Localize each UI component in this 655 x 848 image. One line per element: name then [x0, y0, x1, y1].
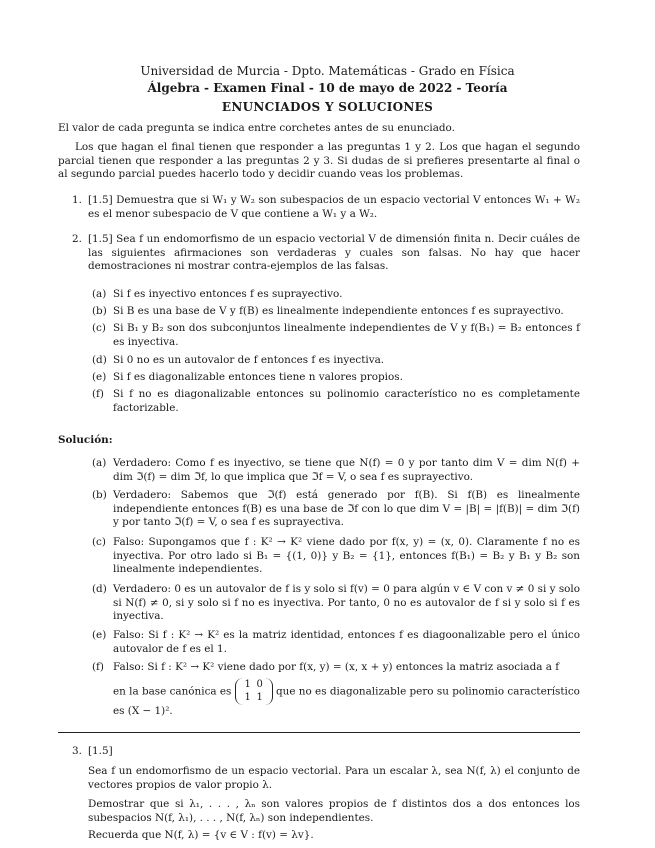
- solution-f-text-after-matrix: que no es diagonalizable pero su polinomio característico: [276, 685, 580, 698]
- intro-paragraph-2: Los que hagan el final tienen que responder a las preguntas 1 y 2. Los que hagan el segundo parcial tienen que responder a las preguntas 2 y 3. Si dudas de si prefieres presentarte al final o al segundo parcial puedes hacerlo todo y decidir cuando veas los problemas.: [58, 141, 580, 181]
- question-3-value: [1.5]: [88, 745, 113, 757]
- q2-item-text: Si 0 no es un autovalor de f entonces f es inyectiva.: [113, 354, 385, 366]
- solution-item-text: Falso: Si f : K² → K² es la matriz identidad, entonces f es diagoonalizable pero el único autovalor de f es el 1.: [113, 629, 580, 655]
- section-divider: [58, 732, 580, 733]
- header-section-title: ENUNCIADOS Y SOLUCIONES: [221, 100, 434, 114]
- q2-item-label: (c): [92, 322, 106, 334]
- question-2-text: [1.5] Sea f un endomorfismo de un espacio vectorial V de dimensión finita n. Decir cuáles de las siguientes afirmaciones son verdaderas y cuales son falsas. No hay que hacer demostraciones ni mostrar contra-ejemplos de las falsas.: [88, 233, 580, 273]
- question-3-number: 3.: [72, 745, 82, 757]
- solution-f-text-end: es (X − 1)².: [113, 705, 173, 717]
- question-1-text: [1.5] Demuestra que si W₁ y W₂ son subespacios de un espacio vectorial V entonces W₁ + W₂ es el menor subespacio de V que contiene a W₁ y a W₂.: [88, 194, 580, 220]
- header-university-line: Universidad de Murcia - Dpto. Matemáticas - Grado en Física: [140, 64, 515, 78]
- solution-f-matrix-line: [113, 678, 580, 705]
- q2-item-label: (f): [92, 388, 104, 400]
- q2-item-label: (d): [92, 354, 107, 366]
- header-exam-line: Álgebra - Examen Final - 10 de mayo de 2022 - Teoría: [147, 81, 508, 95]
- solution-item-label: (d): [92, 583, 107, 595]
- solution-item-text: Verdadero: Sabemos que ℑ(f) está generado por f(B). Si f(B) es linealmente independiente entonces f(B) es una base de ℑf con lo que dim V = |B| = |f(B)| = dim ℑ(f) y por tanto ℑ(f) = V, o sea f es suprayectiva.: [113, 489, 580, 529]
- solution-item-label: (f): [92, 661, 104, 673]
- associated-matrix: [235, 678, 273, 705]
- q2-item-text: Si B₁ y B₂ son dos subconjuntos linealmente independientes de V y f(B₁) = B₂ entonces f es inyectiva.: [113, 322, 580, 348]
- intro-paragraph-1: El valor de cada pregunta se indica entre corchetes antes de su enunciado.: [58, 122, 455, 134]
- matrix-cell: 1: [244, 679, 251, 690]
- solution-item-label: (b): [92, 489, 107, 501]
- q2-item-label: (a): [92, 288, 107, 300]
- q2-item-text: Si f es inyectivo entonces f es suprayectivo.: [113, 288, 343, 300]
- solution-item-label: (a): [92, 457, 107, 469]
- solution-item-text: Verdadero: 0 es un autovalor de f is y solo si f(v) = 0 para algún v ∈ V con v ≠ 0 si y solo si N(f) ≠ 0, si y solo si f no es inyectiva. Por tanto, 0 no es autovalor de f si y solo si f es inyectiva.: [113, 583, 580, 623]
- question-2-number: 2.: [72, 233, 82, 245]
- q2-item-text: Si f no es diagonalizable entonces su polinomio característico no es completamente factorizable.: [113, 388, 580, 414]
- solution-item-label: (e): [92, 629, 107, 641]
- question-3-paragraph-2: Demostrar que si λ₁, . . . , λₙ son valores propios de f distintos dos a dos entonces los subespacios N(f, λ₁), . . . , N(f, λₙ) son independientes.: [88, 798, 580, 824]
- q2-item-label: (e): [92, 371, 107, 383]
- question-3-paragraph-3: Recuerda que N(f, λ) = {v ∈ V : f(v) = λv}.: [88, 829, 314, 841]
- matrix-cell: 1: [256, 691, 263, 703]
- q2-item-label: (b): [92, 305, 107, 317]
- matrix-cell: 1: [244, 691, 251, 703]
- q2-item-text: Si B es una base de V y f(B) es linealmente independiente entonces f es suprayectivo.: [113, 305, 564, 317]
- solution-item-text: Falso: Supongamos que f : K² → K² viene dado por f(x, y) = (x, 0). Claramente f no es inyectiva. Por otro lado si B₁ = {(1, 0)} y B₂ = {1}, entonces f(B₁) = B₂ y B₁ y B₂ son linealmente independientes.: [113, 536, 580, 576]
- solution-item-label: (c): [92, 536, 106, 548]
- solution-item-text: Falso: Si f : K² → K² viene dado por f(x, y) = (x, x + y) entonces la matriz asociada a f: [113, 661, 560, 673]
- solution-f-text-before-matrix: en la base canónica es: [113, 685, 232, 698]
- q2-item-text: Si f es diagonalizable entonces tiene n valores propios.: [113, 371, 403, 383]
- solution-item-text: Verdadero: Como f es inyectivo, se tiene que N(f) = 0 y por tanto dim V = dim N(f) + dim ℑ(f) = dim ℑf, lo que implica que ℑf = V, o sea f es suprayectivo.: [113, 457, 580, 483]
- matrix-cell: 0: [256, 679, 263, 690]
- question-1-number: 1.: [72, 194, 82, 206]
- solution-title: Solución:: [58, 434, 113, 446]
- question-3-paragraph-1: Sea f un endomorfismo de un espacio vectorial. Para un escalar λ, sea N(f, λ) el conjunto de vectores propios de valor propio λ.: [88, 765, 580, 791]
